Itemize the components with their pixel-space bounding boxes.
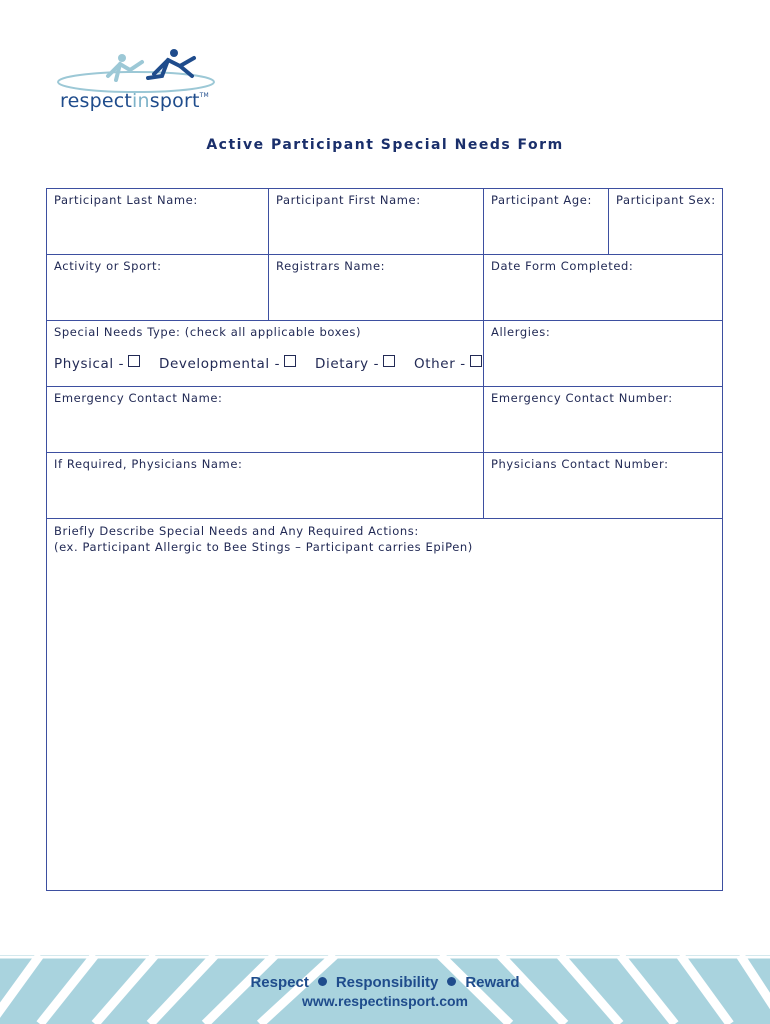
special-needs-form: [46, 188, 723, 891]
last-name-field[interactable]: [47, 189, 269, 255]
checkbox-dietary-box[interactable]: [383, 355, 395, 367]
logo-word-in: in: [132, 90, 150, 112]
checkbox-developmental-label: Developmental -: [159, 356, 281, 372]
checkbox-other-label: Other -: [414, 356, 466, 372]
physician-name-label: If Required, Physicians Name:: [54, 457, 243, 471]
activity-field[interactable]: [47, 255, 269, 321]
description-field[interactable]: [47, 519, 722, 890]
footer-motto: [0, 974, 770, 991]
checkbox-other[interactable]: [414, 356, 482, 372]
logo-wordmark: [60, 90, 209, 112]
logo-trademark: TM: [199, 92, 209, 99]
physician-number-field[interactable]: [484, 453, 722, 519]
special-needs-type-label: Special Needs Type: (check all applicable boxes): [54, 325, 362, 339]
footer-reward: Reward: [465, 974, 520, 991]
physician-number-label: Physicians Contact Number:: [491, 457, 669, 471]
logo-word-sport: sport: [149, 90, 200, 112]
checkbox-physical[interactable]: [54, 356, 140, 372]
checkbox-developmental[interactable]: [159, 356, 296, 372]
logo-figures-icon: [56, 46, 226, 96]
footer-banner: [0, 955, 770, 1024]
footer-respect: Respect: [250, 974, 309, 991]
checkbox-dietary-label: Dietary -: [314, 356, 380, 372]
description-line-2: (ex. Participant Allergic to Bee Stings – Participant carries EpiPen): [54, 540, 473, 554]
checkbox-physical-box[interactable]: [128, 355, 140, 367]
allergies-label: Allergies:: [491, 325, 551, 339]
checkbox-physical-label: Physical -: [54, 356, 125, 372]
special-needs-type-field: [47, 321, 484, 387]
checkbox-other-box[interactable]: [470, 355, 482, 367]
activity-label: Activity or Sport:: [54, 259, 162, 273]
physician-name-field[interactable]: [47, 453, 484, 519]
date-completed-field[interactable]: [484, 255, 722, 321]
checkbox-dietary[interactable]: [315, 356, 395, 372]
description-label: [54, 523, 473, 555]
footer-responsibility: Responsibility: [335, 974, 439, 991]
footer-url[interactable]: www.respectinsport.com: [302, 993, 468, 1009]
age-label: Participant Age:: [491, 193, 592, 207]
first-name-label: Participant First Name:: [276, 193, 421, 207]
first-name-field[interactable]: [269, 189, 484, 255]
sex-label: Participant Sex:: [616, 193, 716, 207]
special-needs-checkboxes: [54, 355, 496, 372]
bullet-icon: [318, 977, 327, 986]
age-field[interactable]: [484, 189, 609, 255]
emergency-number-label: Emergency Contact Number:: [491, 391, 673, 405]
respectinsport-logo: [56, 46, 226, 116]
logo-word-respect: respect: [60, 90, 133, 112]
allergies-field[interactable]: [484, 321, 722, 387]
sex-field[interactable]: [609, 189, 722, 255]
last-name-label: Participant Last Name:: [54, 193, 198, 207]
emergency-name-label: Emergency Contact Name:: [54, 391, 223, 405]
bullet-icon: [447, 977, 456, 986]
emergency-name-field[interactable]: [47, 387, 484, 453]
description-line-1: Briefly Describe Special Needs and Any Required Actions:: [54, 524, 419, 538]
checkbox-developmental-box[interactable]: [284, 355, 296, 367]
form-title: Active Participant Special Needs Form: [206, 137, 564, 153]
registrar-field[interactable]: [269, 255, 484, 321]
emergency-number-field[interactable]: [484, 387, 722, 453]
date-completed-label: Date Form Completed:: [491, 259, 634, 273]
registrar-label: Registrars Name:: [276, 259, 386, 273]
